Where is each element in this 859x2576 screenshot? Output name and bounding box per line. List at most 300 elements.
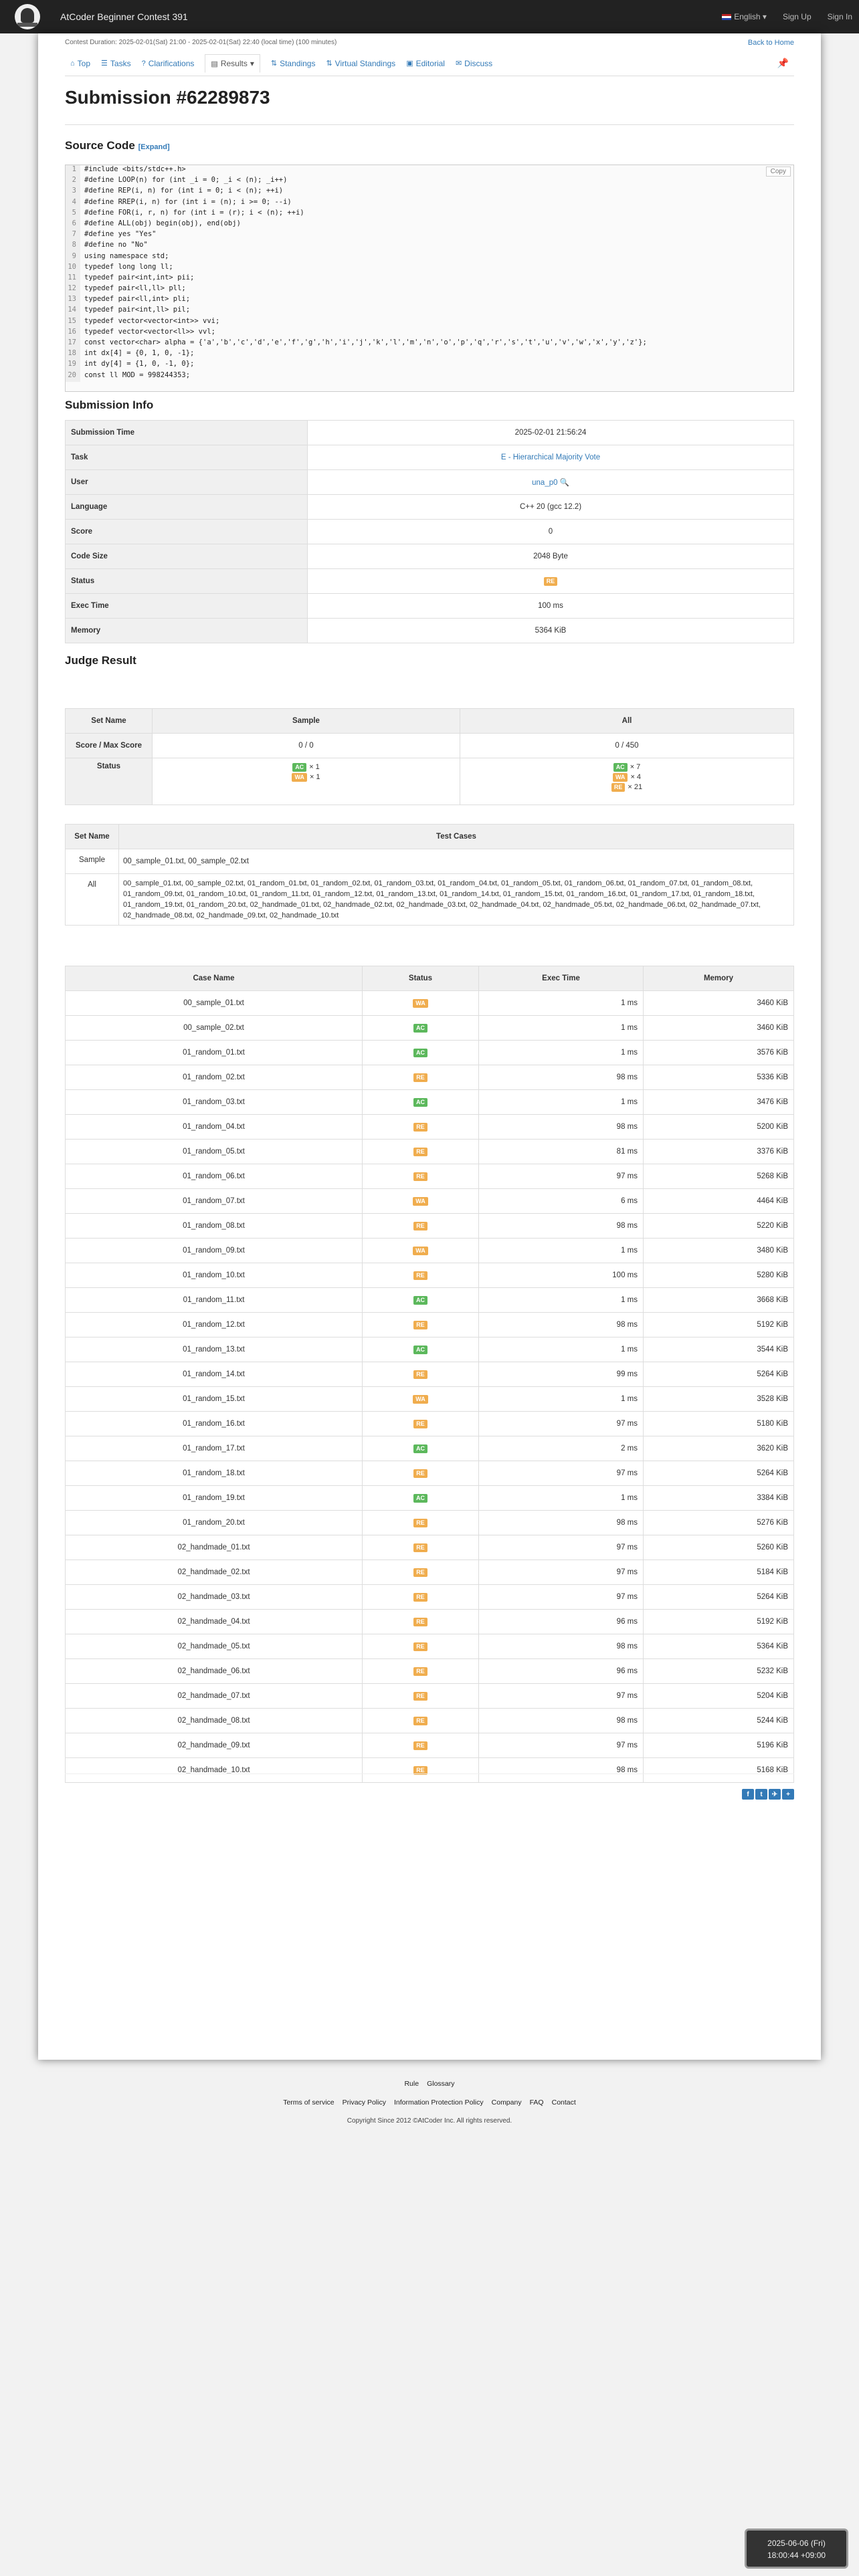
case-status xyxy=(363,1659,479,1684)
table-row xyxy=(66,1214,794,1239)
status-badge: RE xyxy=(413,1741,427,1750)
case-status xyxy=(363,1164,479,1189)
case-memory: 3384 KiB xyxy=(644,1486,794,1511)
case-name: 02_handmade_03.txt xyxy=(66,1585,363,1610)
status-badge: AC xyxy=(413,1346,427,1354)
line-number: 1 xyxy=(66,165,80,176)
case-status xyxy=(363,1140,479,1164)
table-row xyxy=(66,1140,794,1164)
code-text: typedef pair<int,int> pii; xyxy=(84,273,195,282)
case-status xyxy=(363,1362,479,1387)
status-badge: RE xyxy=(413,1420,427,1428)
case-name: 01_random_12.txt xyxy=(66,1313,363,1337)
case-exec-time: 81 ms xyxy=(479,1140,644,1164)
case-name: 02_handmade_10.txt xyxy=(66,1758,363,1783)
set-cases: 00_sample_01.txt, 00_sample_02.txt, 01_random_01.txt, 01_random_02.txt, 01_random_03.txt, 01_random_04.txt, 01_random_05.txt, 01_random_06.txt, 01_random_07.txt, 01_random_08.txt, 01_random_09.txt, 01_random_10.txt, 01_random_11.txt, 01_random_12.txt, 01_random_13.txt, 01_random_14.txt, 01_random_15.txt, 01_random_16.txt, 01_random_17.txt, 01_random_18.txt, 01_random_19.txt, 01_random_20.txt, 02_handmade_01.txt, 02_handmade_02.txt, 02_handmade_03.txt, 02_handmade_04.txt, 02_handmade_05.txt, 02_handmade_06.txt, 02_handmade_07.txt, 02_handmade_08.txt, 02_handmade_09.txt, 02_handmade_10.txt xyxy=(119,874,794,926)
footer-link[interactable]: Contact xyxy=(551,2099,576,2107)
footer-link[interactable]: FAQ xyxy=(529,2099,544,2107)
info-row xyxy=(66,495,794,520)
sets-header-cases: Test Cases xyxy=(119,825,794,849)
table-row xyxy=(66,1263,794,1288)
case-exec-time: 99 ms xyxy=(479,1362,644,1387)
flag-icon xyxy=(722,14,731,20)
signin-link[interactable]: Sign In xyxy=(827,12,852,21)
twitter-icon[interactable]: t xyxy=(755,1789,767,1800)
case-status xyxy=(363,1758,479,1783)
status-badge: WA xyxy=(413,1395,428,1404)
info-key: Exec Time xyxy=(66,594,308,619)
info-value: 100 ms xyxy=(308,594,794,619)
line-number: 3 xyxy=(66,187,80,197)
table-row xyxy=(66,1610,794,1634)
case-status xyxy=(363,1115,479,1140)
share-plus-icon[interactable]: + xyxy=(782,1789,794,1800)
info-row xyxy=(66,594,794,619)
case-memory: 5200 KiB xyxy=(644,1115,794,1140)
case-name: 01_random_06.txt xyxy=(66,1164,363,1189)
case-exec-time: 98 ms xyxy=(479,1214,644,1239)
code-line xyxy=(66,284,793,295)
code-line xyxy=(66,328,793,338)
case-name: 01_random_08.txt xyxy=(66,1214,363,1239)
code-text: #include <bits/stdc++.h> xyxy=(84,165,186,173)
line-number: 2 xyxy=(66,176,80,187)
case-exec-time: 96 ms xyxy=(479,1659,644,1684)
code-line xyxy=(66,252,793,263)
line-number: 13 xyxy=(66,295,80,306)
navbar xyxy=(0,0,859,33)
status-badge: RE xyxy=(413,1568,427,1577)
code-text: #define LOOP(n) for (int _i = 0; _i < (n); _i++) xyxy=(84,176,288,185)
info-key: Task xyxy=(66,445,308,470)
case-status xyxy=(363,1065,479,1090)
status-badge: WA xyxy=(613,773,628,782)
atcoder-logo[interactable] xyxy=(8,0,47,33)
case-status xyxy=(363,1387,479,1412)
status-badge: AC xyxy=(413,1444,427,1453)
case-memory: 5268 KiB xyxy=(644,1164,794,1189)
code-line xyxy=(66,209,793,219)
table-row xyxy=(66,1337,794,1362)
case-memory: 3544 KiB xyxy=(644,1337,794,1362)
case-status xyxy=(363,1535,479,1560)
case-exec-time: 1 ms xyxy=(479,1090,644,1115)
table-row xyxy=(66,1239,794,1263)
status-badge: RE xyxy=(413,1717,427,1725)
status-badge: AC xyxy=(413,1024,427,1033)
code-line xyxy=(66,306,793,316)
case-name: 01_random_07.txt xyxy=(66,1189,363,1214)
case-status xyxy=(363,1016,479,1041)
case-status xyxy=(363,1634,479,1659)
clock-time: 18:00:44 +09:00 xyxy=(767,2551,826,2560)
case-name: 01_random_17.txt xyxy=(66,1436,363,1461)
case-exec-time: 1 ms xyxy=(479,1016,644,1041)
case-memory: 5260 KiB xyxy=(644,1535,794,1560)
footer xyxy=(0,2080,859,2125)
footer-link[interactable]: Terms of service xyxy=(283,2099,335,2107)
case-exec-time: 98 ms xyxy=(479,1115,644,1140)
code-text: #define REP(i, n) for (int i = 0; i < (n); ++i) xyxy=(84,187,284,195)
case-status xyxy=(363,1239,479,1263)
case-memory: 5264 KiB xyxy=(644,1362,794,1387)
status-badge: RE xyxy=(413,1642,427,1651)
case-memory: 3668 KiB xyxy=(644,1288,794,1313)
tab-results[interactable]: ▤ Results ▾ xyxy=(205,54,260,73)
table-row xyxy=(66,1362,794,1387)
cases-header: Case Name xyxy=(66,966,363,991)
share-buttons xyxy=(742,1789,794,1800)
status-badge: RE xyxy=(413,1593,427,1602)
code-line xyxy=(66,274,793,284)
case-memory: 5192 KiB xyxy=(644,1610,794,1634)
case-name: 02_handmade_08.txt xyxy=(66,1709,363,1733)
case-exec-time: 1 ms xyxy=(479,1041,644,1065)
table-row xyxy=(66,1461,794,1486)
case-status xyxy=(363,1412,479,1436)
case-status xyxy=(363,1709,479,1733)
line-number: 20 xyxy=(66,371,80,382)
info-value: 0 xyxy=(308,520,794,544)
cases-header: Exec Time xyxy=(479,966,644,991)
status-count: AC × 7 xyxy=(460,762,793,772)
line-number: 19 xyxy=(66,360,80,370)
status-count: WA × 1 xyxy=(153,772,460,782)
footer-link[interactable]: Information Protection Policy xyxy=(393,2099,484,2107)
case-memory: 5364 KiB xyxy=(644,1634,794,1659)
case-memory: 5336 KiB xyxy=(644,1065,794,1090)
case-name: 01_random_11.txt xyxy=(66,1288,363,1313)
case-status xyxy=(363,1560,479,1585)
divider xyxy=(65,124,794,125)
case-memory: 5204 KiB xyxy=(644,1684,794,1709)
info-row xyxy=(66,421,794,445)
case-status xyxy=(363,1189,479,1214)
search-icon[interactable]: 🔍 xyxy=(559,479,569,487)
line-number: 15 xyxy=(66,317,80,328)
clock-date: 2025-06-06 (Fri) xyxy=(767,2539,826,2548)
case-name: 02_handmade_06.txt xyxy=(66,1659,363,1684)
info-value xyxy=(308,445,794,470)
code-text: typedef pair<ll,ll> pll; xyxy=(84,284,186,293)
case-memory: 5280 KiB xyxy=(644,1263,794,1288)
info-key: Score xyxy=(66,520,308,544)
case-memory: 5192 KiB xyxy=(644,1313,794,1337)
code-text: #define RREP(i, n) for (int i = (n); i >= 0; --i) xyxy=(84,197,292,206)
table-row xyxy=(66,1486,794,1511)
code-text: typedef long long ll; xyxy=(84,262,173,271)
tab-clarifications[interactable]: ? Clarifications xyxy=(141,58,195,68)
copy-button[interactable]: Copy xyxy=(766,167,791,177)
case-exec-time: 97 ms xyxy=(479,1461,644,1486)
code-line xyxy=(66,338,793,349)
code-text: #define FOR(i, r, n) for (int i = (r); i < (n); ++i) xyxy=(84,208,304,217)
status-badge: RE xyxy=(611,783,626,792)
cases-header: Status xyxy=(363,966,479,991)
table-row xyxy=(66,1511,794,1535)
code-text: int dy[4] = {1, 0, -1, 0}; xyxy=(84,360,195,368)
status-badge: RE xyxy=(413,1073,427,1082)
table-row xyxy=(66,1535,794,1560)
case-name: 01_random_05.txt xyxy=(66,1140,363,1164)
case-status xyxy=(363,1313,479,1337)
sets-header-name: Set Name xyxy=(66,825,119,849)
code-text: using namespace std; xyxy=(84,251,169,260)
list-alt-icon: ▤ xyxy=(211,60,218,68)
info-row xyxy=(66,544,794,569)
code-line xyxy=(66,165,793,176)
status-label: Status xyxy=(66,758,153,805)
case-exec-time: 98 ms xyxy=(479,1634,644,1659)
case-name: 01_random_03.txt xyxy=(66,1090,363,1115)
sample-score: 0 / 0 xyxy=(153,734,460,758)
case-exec-time: 96 ms xyxy=(479,1610,644,1634)
table-row xyxy=(66,1659,794,1684)
case-memory: 5276 KiB xyxy=(644,1511,794,1535)
code-line xyxy=(66,187,793,197)
sort-icon: ⇅ xyxy=(270,60,278,68)
case-name: 02_handmade_02.txt xyxy=(66,1560,363,1585)
case-name: 02_handmade_01.txt xyxy=(66,1535,363,1560)
status-badge: WA xyxy=(292,773,307,782)
table-row xyxy=(66,1709,794,1733)
table-row xyxy=(66,1733,794,1758)
status-badge: RE xyxy=(413,1148,427,1156)
line-number: 8 xyxy=(66,241,80,251)
status-badge: AC xyxy=(413,1296,427,1305)
set-name: Sample xyxy=(66,849,119,874)
code-line xyxy=(66,295,793,306)
case-memory: 3620 KiB xyxy=(644,1436,794,1461)
info-value: 5364 KiB xyxy=(308,619,794,643)
status-badge: WA xyxy=(413,1197,428,1206)
case-memory: 5232 KiB xyxy=(644,1659,794,1684)
status-badge: RE xyxy=(413,1618,427,1626)
case-status xyxy=(363,1214,479,1239)
table-row xyxy=(66,1634,794,1659)
status-badge: RE xyxy=(413,1667,427,1676)
tab-virtual-standings[interactable]: ⇅ Virtual Standings xyxy=(326,58,396,68)
case-name: 01_random_10.txt xyxy=(66,1263,363,1288)
code-line xyxy=(66,198,793,209)
case-memory: 5264 KiB xyxy=(644,1461,794,1486)
info-link[interactable]: E - Hierarchical Majority Vote xyxy=(500,453,601,461)
table-row xyxy=(66,1436,794,1461)
score-label: Score / Max Score xyxy=(66,734,153,758)
info-value: 2025-02-01 21:56:24 xyxy=(308,421,794,445)
status-badge: WA xyxy=(413,1247,428,1255)
case-name: 02_handmade_04.txt xyxy=(66,1610,363,1634)
case-name: 01_random_01.txt xyxy=(66,1041,363,1065)
case-exec-time: 97 ms xyxy=(479,1560,644,1585)
footer-link[interactable]: Privacy Policy xyxy=(342,2099,386,2107)
case-memory: 5180 KiB xyxy=(644,1412,794,1436)
case-memory: 3376 KiB xyxy=(644,1140,794,1164)
set-cases: 00_sample_01.txt, 00_sample_02.txt xyxy=(119,849,794,874)
case-name: 01_random_13.txt xyxy=(66,1337,363,1362)
footer-link[interactable]: Rule xyxy=(404,2080,419,2088)
case-exec-time: 6 ms xyxy=(479,1189,644,1214)
case-status xyxy=(363,1263,479,1288)
info-row xyxy=(66,445,794,470)
case-status xyxy=(363,1733,479,1758)
line-number: 7 xyxy=(66,230,80,241)
code-text: typedef vector<vector<ll>> vvl; xyxy=(84,327,215,336)
case-status xyxy=(363,1585,479,1610)
status-badge: RE xyxy=(413,1271,427,1280)
info-row xyxy=(66,619,794,643)
line-number: 9 xyxy=(66,252,80,263)
case-exec-time: 1 ms xyxy=(479,1486,644,1511)
case-memory: 4464 KiB xyxy=(644,1189,794,1214)
case-name: 02_handmade_05.txt xyxy=(66,1634,363,1659)
info-key: Submission Time xyxy=(66,421,308,445)
line-number: 12 xyxy=(66,284,80,295)
table-row xyxy=(66,1313,794,1337)
info-link[interactable]: una_p0 xyxy=(532,479,558,487)
case-status xyxy=(363,1436,479,1461)
expand-link[interactable]: [Expand] xyxy=(138,143,170,151)
code-text: #define yes "Yes" xyxy=(84,230,157,239)
info-key: Code Size xyxy=(66,544,308,569)
footer-link[interactable]: Company xyxy=(491,2099,522,2107)
case-memory: 3460 KiB xyxy=(644,1016,794,1041)
list-icon: ☰ xyxy=(101,60,108,68)
set-row xyxy=(66,874,794,926)
all-status xyxy=(460,758,794,805)
line-number: 4 xyxy=(66,198,80,209)
case-status xyxy=(363,1610,479,1634)
judge-header-all: All xyxy=(460,709,794,734)
case-memory: 5220 KiB xyxy=(644,1214,794,1239)
case-name: 01_random_02.txt xyxy=(66,1065,363,1090)
case-status xyxy=(363,1486,479,1511)
home-icon: ⌂ xyxy=(70,59,75,68)
table-row xyxy=(66,1065,794,1090)
case-exec-time: 2 ms xyxy=(479,1436,644,1461)
info-key: Status xyxy=(66,569,308,594)
info-key: User xyxy=(66,470,308,495)
sample-status xyxy=(153,758,460,805)
status-badge: RE xyxy=(413,1123,427,1132)
code-text: typedef pair<ll,int> pli; xyxy=(84,295,191,304)
status-badge: RE xyxy=(413,1692,427,1701)
back-home-link[interactable]: Back to Home xyxy=(747,39,794,47)
case-name: 01_random_09.txt xyxy=(66,1239,363,1263)
status-badge: RE xyxy=(413,1370,427,1379)
status-badge: AC xyxy=(413,1494,427,1503)
table-row xyxy=(66,1189,794,1214)
tab-standings[interactable]: ⇅ Standings xyxy=(270,58,316,68)
status-badge: RE xyxy=(544,577,558,586)
info-value xyxy=(308,569,794,594)
judge-header-setname: Set Name xyxy=(66,709,153,734)
page-title: Submission #62289873 xyxy=(65,87,270,108)
footer-link[interactable]: Glossary xyxy=(427,2080,455,2088)
tab-tasks[interactable]: ☰ Tasks xyxy=(101,58,131,68)
info-row xyxy=(66,470,794,495)
tab-discuss[interactable]: ✉ Discuss xyxy=(455,58,493,68)
info-key: Memory xyxy=(66,619,308,643)
case-name: 00_sample_02.txt xyxy=(66,1016,363,1041)
submission-info-heading: Submission Info xyxy=(65,399,154,411)
case-exec-time: 97 ms xyxy=(479,1585,644,1610)
code-line xyxy=(66,349,793,360)
status-badge: RE xyxy=(413,1766,427,1775)
case-exec-time: 97 ms xyxy=(479,1412,644,1436)
status-badge: RE xyxy=(413,1222,427,1230)
code-line xyxy=(66,219,793,230)
case-status xyxy=(363,991,479,1016)
code-text: int dx[4] = {0, 1, 0, -1}; xyxy=(84,349,195,358)
signup-link[interactable]: Sign Up xyxy=(782,12,812,21)
contest-tabs xyxy=(65,51,794,76)
case-name: 01_random_16.txt xyxy=(66,1412,363,1436)
main-container xyxy=(38,33,821,2060)
case-status xyxy=(363,1288,479,1313)
telegram-icon[interactable]: ✈ xyxy=(769,1789,781,1800)
status-badge: RE xyxy=(413,1543,427,1552)
contest-brand[interactable]: AtCoder Beginner Contest 391 xyxy=(60,11,188,22)
source-code-heading: Source Code [Expand] xyxy=(65,139,170,152)
table-row xyxy=(66,1387,794,1412)
test-cases-table xyxy=(65,966,794,1783)
code-line xyxy=(66,176,793,187)
table-row xyxy=(66,1412,794,1436)
info-value: C++ 20 (gcc 12.2) xyxy=(308,495,794,520)
copyright: Copyright Since 2012 ©AtCoder Inc. All rights reserved. xyxy=(347,2117,512,2125)
line-number: 11 xyxy=(66,274,80,284)
code-line xyxy=(66,371,793,382)
facebook-icon[interactable]: f xyxy=(742,1789,754,1800)
code-line xyxy=(66,317,793,328)
pin-icon[interactable]: 📌 xyxy=(777,58,789,68)
line-number: 14 xyxy=(66,306,80,316)
case-name: 02_handmade_09.txt xyxy=(66,1733,363,1758)
code-text: typedef pair<int,ll> pil; xyxy=(84,306,191,314)
table-row xyxy=(66,1288,794,1313)
code-text: const vector<char> alpha = {'a','b','c','d','e','f','g','h','i','j','k','l','m','n','o','p','q','r','s','t','u','v','w','x','y','z'}; xyxy=(84,338,647,346)
fixed-clock xyxy=(745,2529,848,2569)
case-status xyxy=(363,1090,479,1115)
code-line xyxy=(66,360,793,370)
case-exec-time: 97 ms xyxy=(479,1733,644,1758)
status-badge: AC xyxy=(613,763,628,772)
status-badge: RE xyxy=(413,1172,427,1181)
line-number: 16 xyxy=(66,328,80,338)
source-code-block xyxy=(65,165,794,392)
info-value: 2048 Byte xyxy=(308,544,794,569)
tab-editorial[interactable]: ▣ Editorial xyxy=(406,58,445,68)
case-exec-time: 1 ms xyxy=(479,991,644,1016)
case-name: 00_sample_01.txt xyxy=(66,991,363,1016)
case-memory: 3476 KiB xyxy=(644,1090,794,1115)
language-selector[interactable]: English ▾ xyxy=(722,12,767,21)
status-count: WA × 4 xyxy=(460,772,793,782)
case-memory: 3460 KiB xyxy=(644,991,794,1016)
case-status xyxy=(363,1337,479,1362)
line-number: 10 xyxy=(66,263,80,274)
case-exec-time: 1 ms xyxy=(479,1387,644,1412)
tab-top[interactable]: ⌂ Top xyxy=(70,58,91,68)
line-number: 6 xyxy=(66,219,80,230)
line-number: 18 xyxy=(66,349,80,360)
case-memory: 3576 KiB xyxy=(644,1041,794,1065)
line-number: 17 xyxy=(66,338,80,349)
table-row xyxy=(66,1560,794,1585)
book-icon: ▣ xyxy=(406,60,413,68)
code-line xyxy=(66,263,793,274)
